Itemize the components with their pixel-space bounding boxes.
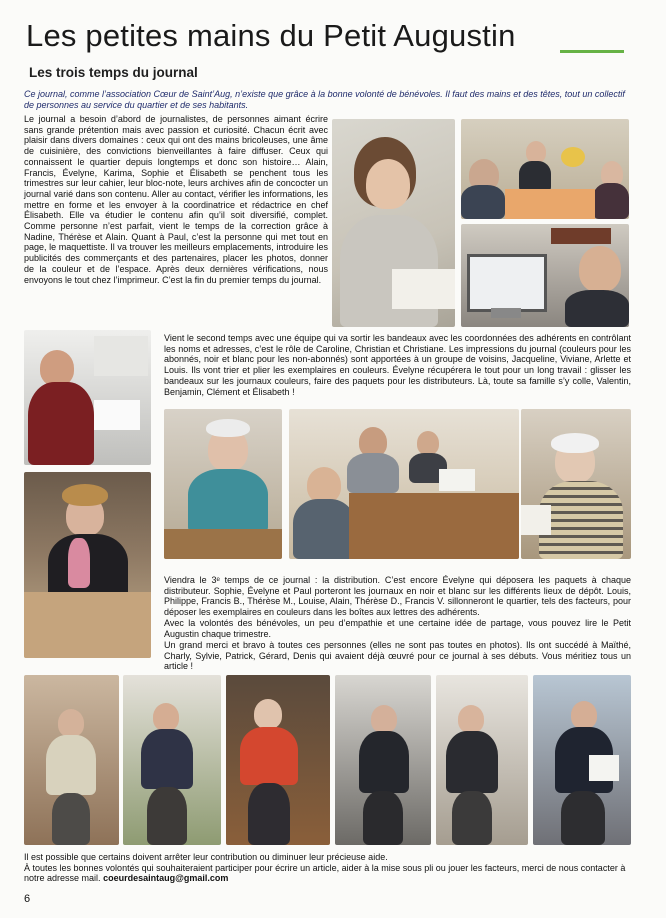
third-time-paragraph: Viendra le 3ᵉ temps de ce journal : la distribution. C’est encore Évelyne qui déposera les paquets à chaque distributeur. Sophie, Évelyne et Paul porteront les journaux en noir et blanc sur les différents lieux de dépôt. Louis, Philippe, Francis B., Thérèse M., Louise, Alain, Thérèse D., Francis V. sillonneront le quartier, tels des facteurs, pour déposer les exemplaires en couleurs dans les boîtes aux lettres des adhérents. bbox=[164, 575, 631, 618]
photo-distributor-5 bbox=[436, 675, 528, 845]
photo-team-folding bbox=[289, 409, 519, 559]
photo-woman-writing bbox=[332, 119, 455, 327]
photo-distributor-1 bbox=[24, 675, 119, 845]
photo-distributor-3 bbox=[226, 675, 330, 845]
first-time-paragraph: Le journal a besoin d’abord de journalistes, de personnes aimant écrire sans grande prétention mais avec passion et curiosité. Chacun écrit avec plaisir dans divers domaines : ceux qui ont des mains bricoleuses, une âme de cuisinière, des convictions bienveillantes à faire diffuser. Ceux qui connaissent le quartier depuis longtemps et donc son histoire… Alain, Francis, Évelyne, Karima, Sophie et Élisabeth se penchent tous les trimestres sur leur cahier, leur bloc-note, leurs archives afin de concocter un journal varié dans son contenu. Aller au contact, vérifier les informations, les mettre en forme et les envoyer à la coordinatrice et rédactrice en chef Élisabeth. Elle va étudier le contenu afin qu’il soit diversifié, complet. Comme personne n’est parfait, vient le temps de la correction grâce à Nadine, Thérèse et Alain. Quant à Paul, c’est la personne qui met tout en page, le maquettiste. Il va trouver les meilleurs emplacements, introduire les publicités des commerçants et des partenaires, placer les photos, donner de la couleur et de l’espace. Après deux dernières vérifications, nous envoyons le tout chez l’imprimeur. C’est la fin du premier temps du journal. bbox=[24, 114, 328, 285]
page-number: 6 bbox=[24, 893, 31, 905]
article-subtitle: Les trois temps du journal bbox=[29, 65, 198, 80]
photo-woman-striped-sweater bbox=[521, 409, 631, 559]
photo-distributor-6 bbox=[533, 675, 631, 845]
article-intro: Ce journal, comme l’association Cœur de Saint’Aug, n’existe que grâce à la bonne volonté de bénévoles. Il faut des mains et des têtes, tout un collectif de personnes au service du quartier et de ses habitants. bbox=[24, 89, 625, 110]
photo-elderly-woman-sorting bbox=[164, 409, 282, 559]
volunteers-paragraph: Avec la volontés des bénévoles, un peu d’empathie et une certaine idée de partage, vous pouvez lire le Petit Augustin chaque trimestre. bbox=[164, 618, 631, 639]
photo-man-red-vest bbox=[24, 330, 151, 465]
article-title: Les petites mains du Petit Augustin bbox=[26, 18, 516, 53]
photo-woman-pink-scarf bbox=[24, 472, 151, 658]
title-accent-line bbox=[560, 50, 624, 53]
photo-distributor-4 bbox=[335, 675, 431, 845]
photo-layout-computer bbox=[461, 224, 629, 327]
footer-line-1: Il est possible que certains doivent arrêter leur contribution ou diminuer leur précieuse aide. bbox=[24, 852, 388, 862]
footer-text bbox=[24, 852, 636, 884]
photo-distributor-2 bbox=[123, 675, 221, 845]
thanks-paragraph: Un grand merci et bravo à toutes ces personnes (elles ne sont pas toutes en photos). Ils ont succédé à Maïthé, Charly, Sylvie, Patrick, Gérard, Denis qui avaient déjà œuvré pour ce journal à ses débuts. Vous méritiez tous un article ! bbox=[164, 640, 631, 672]
contact-email-link[interactable]: coeurdesaintaug@gmail.com bbox=[103, 873, 229, 884]
footer-line-2: À toutes les bonnes volontés qui souhaiteraient participer pour écrire un article, aider à la mise sous pli ou jouer les facteurs, merci de nous contacter à notre adresse mail. bbox=[24, 862, 626, 884]
second-time-paragraph: Vient le second temps avec une équipe qui va sortir les bandeaux avec les coordonnées des adhérents en contrôlant les noms et adresses, c’est le rôle de Caroline, Christian et Christiane. Les impressions du journal (couleurs pour les abonnés, noir et blanc pour les non-abonnés) sont apportées à un groupe de voisins, Jacqueline, Viviane, Arlette et Louis. Ils vont trier et plier les exemplaires en couleurs. Évelyne récupérera le tout pour un long travail : glisser les bandeaux sur les journaux couleurs, faire des paquets pour les distributeurs. Là, toute sa famille s’y colle, Valentin, Benjamin, Clément et Élisabeth ! bbox=[164, 333, 631, 397]
photo-meeting-table bbox=[461, 119, 629, 219]
